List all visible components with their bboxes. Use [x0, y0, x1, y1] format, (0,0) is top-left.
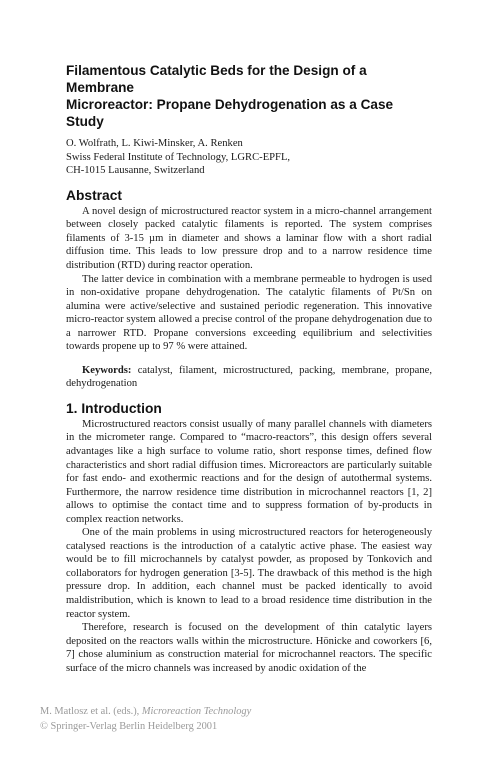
authors: O. Wolfrath, L. Kiwi-Minsker, A. Renken	[66, 138, 243, 149]
abstract-heading: Abstract	[66, 187, 122, 203]
intro-paragraph-1: Microstructured reactors consist usually of many parallel channels with diameters in the micrometer range. Compared to “macro-reactors”, this design offers several advantages like a high surface to volume ratio, short response times, defined flow characteristics and short radial diffusion times. Microreactors are particularly suitable for fast endo- and exothermic reactions and for the design of autothermal systems. Furthermore, the narrow residence time distribution in microchannel reactors [1, 2] allows to optimise the contact time and to suppress formation of by-products in complex reaction networks.	[66, 418, 432, 525]
abstract-paragraph-1: A novel design of microstructured reactor system in a micro-channel arrangement between closely packed catalytic filaments is reported. The system comprises filaments of 3-15 µm in diameter and shows a laminar flow with a short radial diffusion time. This leads to low pressure drop and to a narrow residence time distribution (RTD) during reactor operation.	[66, 205, 432, 271]
affiliation	[66, 151, 432, 178]
footer-book-title: Microreaction Technology	[141, 706, 252, 717]
keywords-text: catalyst, filament, microstructured, packing, membrane, propane, dehydrogenation	[66, 364, 432, 390]
intro-paragraph-2: One of the main problems in using microstructured reactors for heterogeneously catalysed reactions is the introduction of a catalytic active phase. The easiest way would be to fill microchannels by catalyst powder, as proposed by Tonkovich and collaborators for hydrogen generation [3-5]. The drawback of this method is the high pressure drop. In addition, each channel must be packed identically to avoid maldistribution, which is known to lead to a broad residence time distribution in the reactor system.	[66, 527, 432, 620]
affiliation-line-2: CH-1015 Lausanne, Switzerland	[66, 165, 205, 177]
affiliation-line-1: Swiss Federal Institute of Technology, LGRC-EPFL,	[66, 151, 291, 163]
title-line-2: Microreactor: Propane Dehydrogenation as a Case Study	[66, 97, 394, 129]
paper-title	[66, 62, 432, 130]
paper-page	[66, 62, 432, 675]
keywords-label: Keywords:	[82, 364, 132, 376]
keywords	[66, 364, 432, 391]
copyright-footer	[40, 705, 251, 734]
introduction-heading: 1. Introduction	[66, 400, 162, 416]
abstract-paragraph-2: The latter device in combination with a membrane permeable to hydrogen is used in non-oxidative propane dehydrogenation. The catalytic filaments of Pt/Sn on alumina were active/selective and sustained periodic regeneration. This innovative micro-reactor system allowed a precise control of the propane dehydrogenation due to a narrower RTD. Propane conversions exceeding equilibrium and selectivities towards propene up to 97 % were attained.	[66, 273, 432, 353]
intro-paragraph-3: Therefore, research is focused on the development of thin catalytic layers deposited on the reactors walls within the microstructure. Hönicke and coworkers [6, 7] chose aluminium as construction material for microchannel reactors. The specific surface of the micro channels was increased by anodic oxidation of the	[66, 622, 432, 674]
footer-copyright: © Springer-Verlag Berlin Heidelberg 2001	[40, 720, 218, 732]
title-line-1: Filamentous Catalytic Beds for the Design of a Membrane	[66, 63, 367, 95]
footer-citation: M. Matlosz et al. (eds.), Microreaction Technology	[40, 706, 252, 717]
